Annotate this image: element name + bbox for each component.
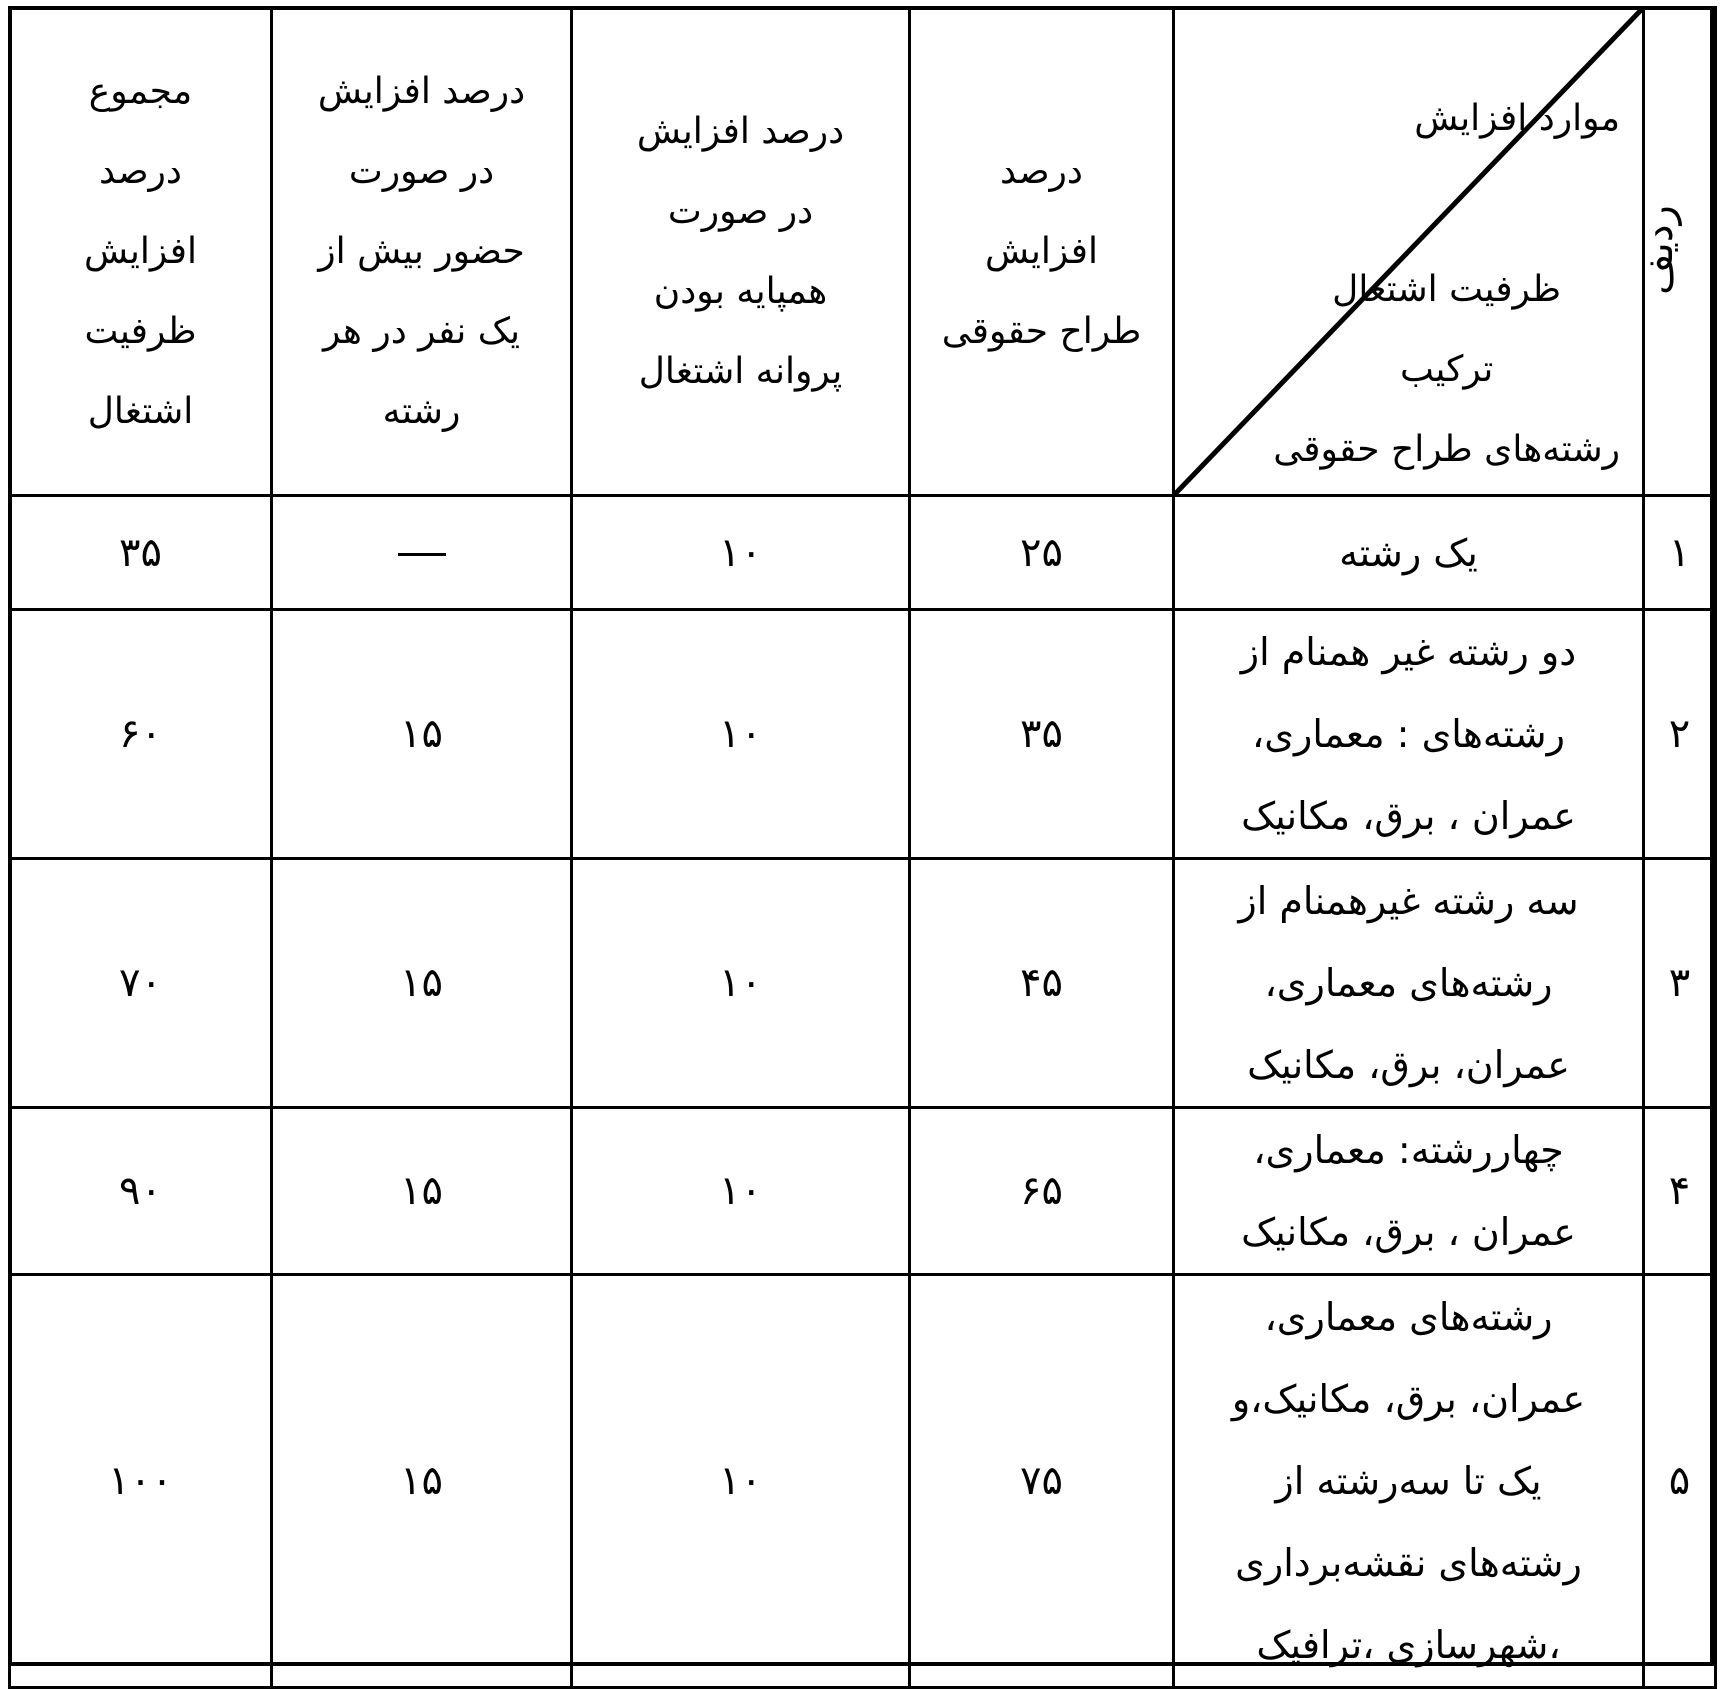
row-multi-dash	[398, 553, 446, 556]
row-license-value: ۱۰	[572, 610, 910, 859]
header-index	[1636, 8, 1716, 496]
row-designer-value: ۴۵	[910, 859, 1174, 1108]
capacity-increase-table	[8, 6, 1717, 1689]
row-category-text: دو رشته غیر همنام از رشته‌های : معماری، عمران ، برق، مکانیک	[1240, 630, 1577, 838]
table-row	[10, 610, 1716, 859]
row-index: ۳	[1644, 859, 1716, 1108]
row-total-value: ۳۵	[10, 496, 272, 610]
header-multi-person-label: درصد افزایش در صورت حضور بیش از یک نفر در هر رشته	[317, 70, 526, 432]
row-index: ۵	[1644, 1275, 1716, 1688]
header-category-diagonal	[1174, 8, 1644, 496]
row-category-text: چهاررشته: معماری، عمران ، برق، مکانیک	[1241, 1128, 1576, 1254]
row-multi-value: ۱۵	[272, 1108, 572, 1275]
row-multi-value	[272, 496, 572, 610]
row-total-value: ۱۰۰	[10, 1275, 272, 1688]
header-designer-increase	[910, 8, 1174, 496]
row-category	[1174, 610, 1644, 859]
row-category-text: یک رشته	[1339, 530, 1478, 575]
row-index: ۱	[1644, 496, 1716, 610]
row-multi-value: ۱۵	[272, 859, 572, 1108]
header-license-increase-label: درصد افزایش در صورت همپایه بودن پروانه اشتغال	[636, 110, 845, 392]
row-total-value: ۷۰	[10, 859, 272, 1108]
row-license-value: ۱۰	[572, 859, 910, 1108]
header-designer-increase-label: درصد افزایش طراح حقوقی	[941, 150, 1142, 352]
header-multi-person-increase	[272, 8, 572, 496]
header-total-increase-label: مجموع درصد افزایش ظرفیت اشتغال	[84, 70, 197, 432]
table-row	[10, 1108, 1716, 1275]
row-category-text: رشته‌های معماری، عمران، برق، مکانیک،و یک تا سه‌رشته از رشته‌های نقشه‌برداری ،شهرسازی ،ترافیک	[1231, 1295, 1586, 1667]
table-row	[10, 496, 1716, 610]
row-multi-value: ۱۵	[272, 1275, 572, 1688]
header-category-top-label: موارد افزایش	[1414, 98, 1620, 139]
row-license-value: ۱۰	[572, 496, 910, 610]
header-row	[10, 8, 1716, 496]
header-index-label: ردیف	[1636, 204, 1683, 295]
row-license-value: ۱۰	[572, 1275, 910, 1688]
row-index: ۴	[1644, 1108, 1716, 1275]
row-designer-value: ۳۵	[910, 610, 1174, 859]
row-total-value: ۹۰	[10, 1108, 272, 1275]
row-designer-value: ۶۵	[910, 1108, 1174, 1275]
row-designer-value: ۷۵	[910, 1275, 1174, 1688]
row-total-value: ۶۰	[10, 610, 272, 859]
row-category	[1174, 496, 1644, 610]
row-license-value: ۱۰	[572, 1108, 910, 1275]
row-category	[1174, 1108, 1644, 1275]
row-designer-value: ۲۵	[910, 496, 1174, 610]
header-total-increase	[10, 8, 272, 496]
row-category	[1174, 1275, 1644, 1688]
header-category-bottom-label: ظرفیت اشتغال ترکیب رشته‌های طراح حقوقی	[1273, 269, 1620, 470]
header-license-increase	[572, 8, 910, 496]
row-category-text: سه رشته غیرهمنام از رشته‌های معماری، عمران، برق، مکانیک	[1238, 879, 1579, 1087]
table-row	[10, 859, 1716, 1108]
row-category	[1174, 859, 1644, 1108]
row-multi-value: ۱۵	[272, 610, 572, 859]
table-row	[10, 1275, 1716, 1688]
row-index: ۲	[1644, 610, 1716, 859]
